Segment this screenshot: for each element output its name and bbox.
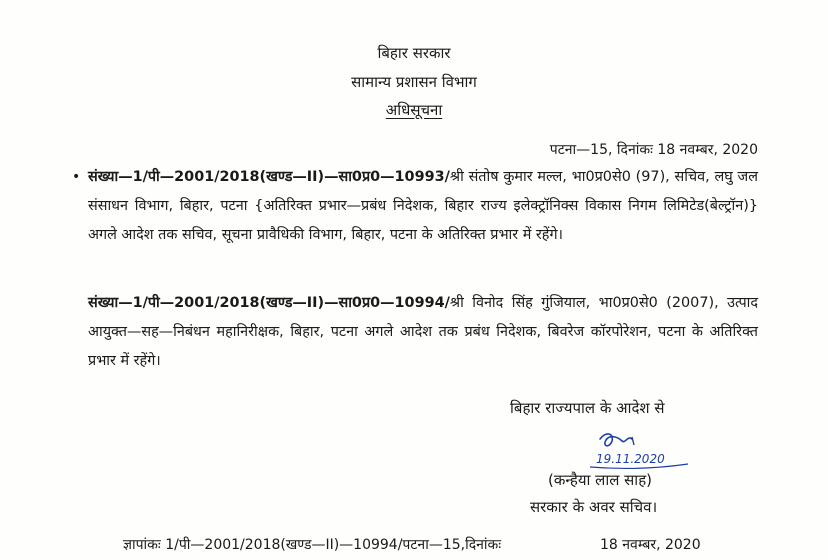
department-heading: सामान्य प्रशासन विभाग xyxy=(351,73,477,91)
para2-reference: संख्या—1/पी—2001/2018(खण्ड—II)—सा0प्र0—10994/ xyxy=(88,295,450,311)
para1-text: श्री संतोष कुमार मल्ल, भा0प्र0से0 (97), सचिव, लघु जल संसाधन विभाग, बिहार, पटना {अतिरिक्त प्रभार—प्रबंध निदेशक, बिहार राज्य इलेक्ट्रॉनिक्स विकास निगम लिमिटेड(बेल्ट्रॉन)} अगले आदेश तक सचिव, सूचना प्रावैधिकी विभाग, बिहार, पटना के अतिरिक्त प्रभार में रहेंगे। xyxy=(88,169,758,243)
para2-text: श्री विनोद सिंह गुंजियाल, भा0प्र0से0 (2007), उत्पाद आयुक्त—सह—निबंधन महानिरीक्षक, बिहार, पटना अगले आदेश तक प्रबंध निदेशक, बिवरेज कॉरपोरेशन, पटना के अतिरिक्त प्रभार में रहेंगे। xyxy=(88,295,758,369)
notification-paragraph-2 xyxy=(88,289,758,376)
signatory-name: (कन्हैया लाल साह) xyxy=(548,471,653,489)
notification-paragraph-1 xyxy=(88,163,758,250)
bullet-mark: • xyxy=(72,169,81,185)
signature-graphic xyxy=(560,425,710,471)
notification-title: अधिसूचना xyxy=(385,101,443,119)
para1-reference: संख्या—1/पी—2001/2018(खण्ड—II)—सा0प्र0—10993/ xyxy=(88,169,450,185)
handwritten-signature xyxy=(560,425,710,471)
signature-date: 19.11.2020 xyxy=(596,452,665,466)
signatory-designation: सरकार के अवर सचिव। xyxy=(530,498,658,516)
dateline: पटना—15, दिनांकः 18 नवम्बर, 2020 xyxy=(549,142,758,158)
notification-heading xyxy=(0,100,828,120)
government-heading: बिहार सरकार xyxy=(377,44,451,62)
memo-reference: ज्ञापांकः 1/पी—2001/2018(खण्ड—II)—10994/पटना—15,दिनांकः xyxy=(123,537,502,553)
governor-order-line: बिहार राज्यपाल के आदेश से xyxy=(510,399,665,417)
memo-date: 18 नवम्बर, 2020 xyxy=(600,537,701,553)
